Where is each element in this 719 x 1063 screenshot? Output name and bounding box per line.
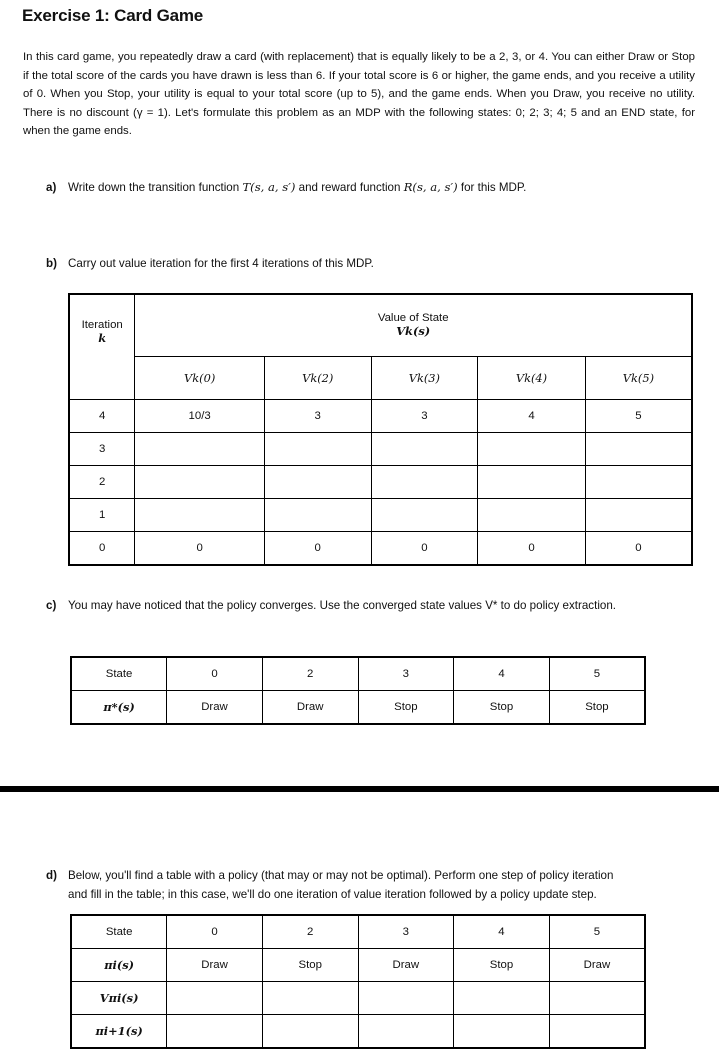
blank-cell [549,1015,645,1049]
section-divider [0,786,719,792]
value-cell: 0 [585,532,692,566]
policy-iteration-table [70,914,646,1049]
value-column-header [135,356,265,399]
question-b-label: b) [46,257,57,270]
policy-cell: Draw [262,691,358,725]
value-cell [371,433,478,466]
policy-label-cell: π*(s) [71,691,167,725]
policy-iteration-row [71,1015,645,1049]
intro-paragraph: In this card game, you repeatedly draw a card (with replacement) that is equally likely to be a 2, 3, or 4. You can either Draw or Stop if the total score of the cards you have drawn is less than 6. If your total score is 6 or higher, the game ends, and you receive a utility of 0. When you Stop, your utility is equal to your total score (up to 5), and the game ends. When you Draw, you receive no utility. There is no discount (γ = 1). Let's formulate this problem as an MDP with the following states: 0; 2; 3; 4; 5 and an END state, for when the game ends. [23,51,695,138]
state-cell: 2 [262,915,358,949]
policy-iteration-row-label: πi(s) [71,949,167,982]
question-c-text: You may have noticed that the policy converges. Use the converged state values V* to do policy extraction. [68,599,617,612]
state-cell: 4 [454,657,550,691]
value-cell: 4 [478,400,586,433]
iteration-header-cell [69,294,135,400]
policy-cell: Stop [454,949,550,982]
blank-cell [358,1015,454,1049]
policy-iteration-state-row [71,915,645,949]
policy-extraction-state-row [71,657,645,691]
state-label-cell: State [71,657,167,691]
iteration-cell: 0 [69,532,135,566]
question-d-text-line2: and fill in the table; in this case, we'll do one iteration of value iteration followed by a policy update step. [68,888,597,901]
policy-cell: Draw [358,949,454,982]
state-cell: 5 [549,915,645,949]
policy-extraction-table [70,656,646,725]
policy-iteration-body [71,915,645,1048]
question-d-label: d) [46,869,57,882]
state-cell: 0 [167,915,263,949]
question-a-text-3: for this MDP. [457,181,527,194]
iteration-header: Iteration [81,319,123,331]
iteration-cell: 4 [69,400,135,433]
value-column-header [585,356,692,399]
policy-cell: Stop [262,949,358,982]
value-table-row [69,433,692,466]
value-cell: 5 [585,400,692,433]
policy-iteration-row [71,982,645,1015]
blank-cell [262,982,358,1015]
policy-cell: Draw [167,949,263,982]
iteration-var: k [98,331,107,345]
reward-function-math: R(s, a, s′) [403,180,458,194]
question-b [46,257,374,270]
value-header-cell [135,294,692,356]
value-table-body [69,400,692,566]
value-cell [478,499,586,532]
policy-cell: Draw [549,949,645,982]
value-column-header-text: Vk(0) [184,370,216,385]
value-cell: 0 [264,532,371,566]
value-cell [135,433,265,466]
blank-cell [549,982,645,1015]
blank-cell [358,982,454,1015]
question-a-text-2: and reward function [295,181,404,194]
value-table-row [69,466,692,499]
question-c-label: c) [46,599,57,612]
value-cell [585,466,692,499]
value-cell [135,466,265,499]
state-label-cell: State [71,915,167,949]
value-cell [264,499,371,532]
policy-extraction-policy-row [71,691,645,725]
value-cell [478,433,586,466]
value-cell [371,466,478,499]
policy-cell: Stop [549,691,645,725]
question-a-text-1: Write down the transition function [68,181,243,194]
value-column-header [264,356,371,399]
policy-iteration-row-label: πi+1(s) [71,1015,167,1049]
value-cell [585,499,692,532]
value-column-header-text: Vk(5) [622,370,655,385]
value-cell: 0 [371,532,478,566]
exercise-title: Exercise 1: Card Game [22,6,204,25]
value-var-text: Vk(s) [396,324,431,339]
value-cell [264,466,371,499]
value-cell [478,466,586,499]
blank-cell [262,1015,358,1049]
state-cell: 3 [358,915,454,949]
value-column-header-text: Vk(3) [408,370,440,385]
value-iteration-table [68,293,693,566]
value-column-header-text: Vk(4) [515,370,548,385]
value-column-header [371,356,478,399]
state-cell: 0 [167,657,263,691]
question-d-text-line1: Below, you'll find a table with a policy (that may or may not be optimal). Perform one step of policy iteration [68,869,614,882]
value-cell [585,433,692,466]
blank-cell [167,982,263,1015]
value-table-row [69,400,692,433]
value-column-headers [69,356,692,399]
blank-cell [167,1015,263,1049]
question-c [46,599,616,612]
iteration-cell: 2 [69,466,135,499]
value-column-header-text: Vk(2) [302,370,334,385]
question-d [46,866,706,904]
value-cell: 3 [371,400,478,433]
policy-iteration-row [71,949,645,982]
state-cell: 5 [549,657,645,691]
value-column-header [478,356,586,399]
value-cell: 3 [264,400,371,433]
state-cell: 3 [358,657,454,691]
question-a-label: a) [46,181,57,194]
policy-cell: Stop [358,691,454,725]
policy-iteration-row-label: Vπi(s) [71,982,167,1015]
blank-cell [454,982,550,1015]
transition-function-math: T(s, a, s′) [242,180,296,194]
value-header: Value of State [377,312,449,325]
value-var [135,324,691,338]
value-table-row [69,499,692,532]
value-cell: 10/3 [135,400,265,433]
value-cell [264,433,371,466]
value-cell [135,499,265,532]
value-cell: 0 [478,532,586,566]
policy-cell: Stop [454,691,550,725]
blank-cell [454,1015,550,1049]
iteration-cell: 1 [69,499,135,532]
iteration-cell: 3 [69,433,135,466]
state-cell: 2 [262,657,358,691]
state-cell: 4 [454,915,550,949]
value-table-row [69,532,692,566]
value-cell: 0 [135,532,265,566]
value-cell [371,499,478,532]
question-a [46,180,526,194]
question-b-text: Carry out value iteration for the first 4 iterations of this MDP. [68,257,374,270]
policy-cell: Draw [167,691,263,725]
